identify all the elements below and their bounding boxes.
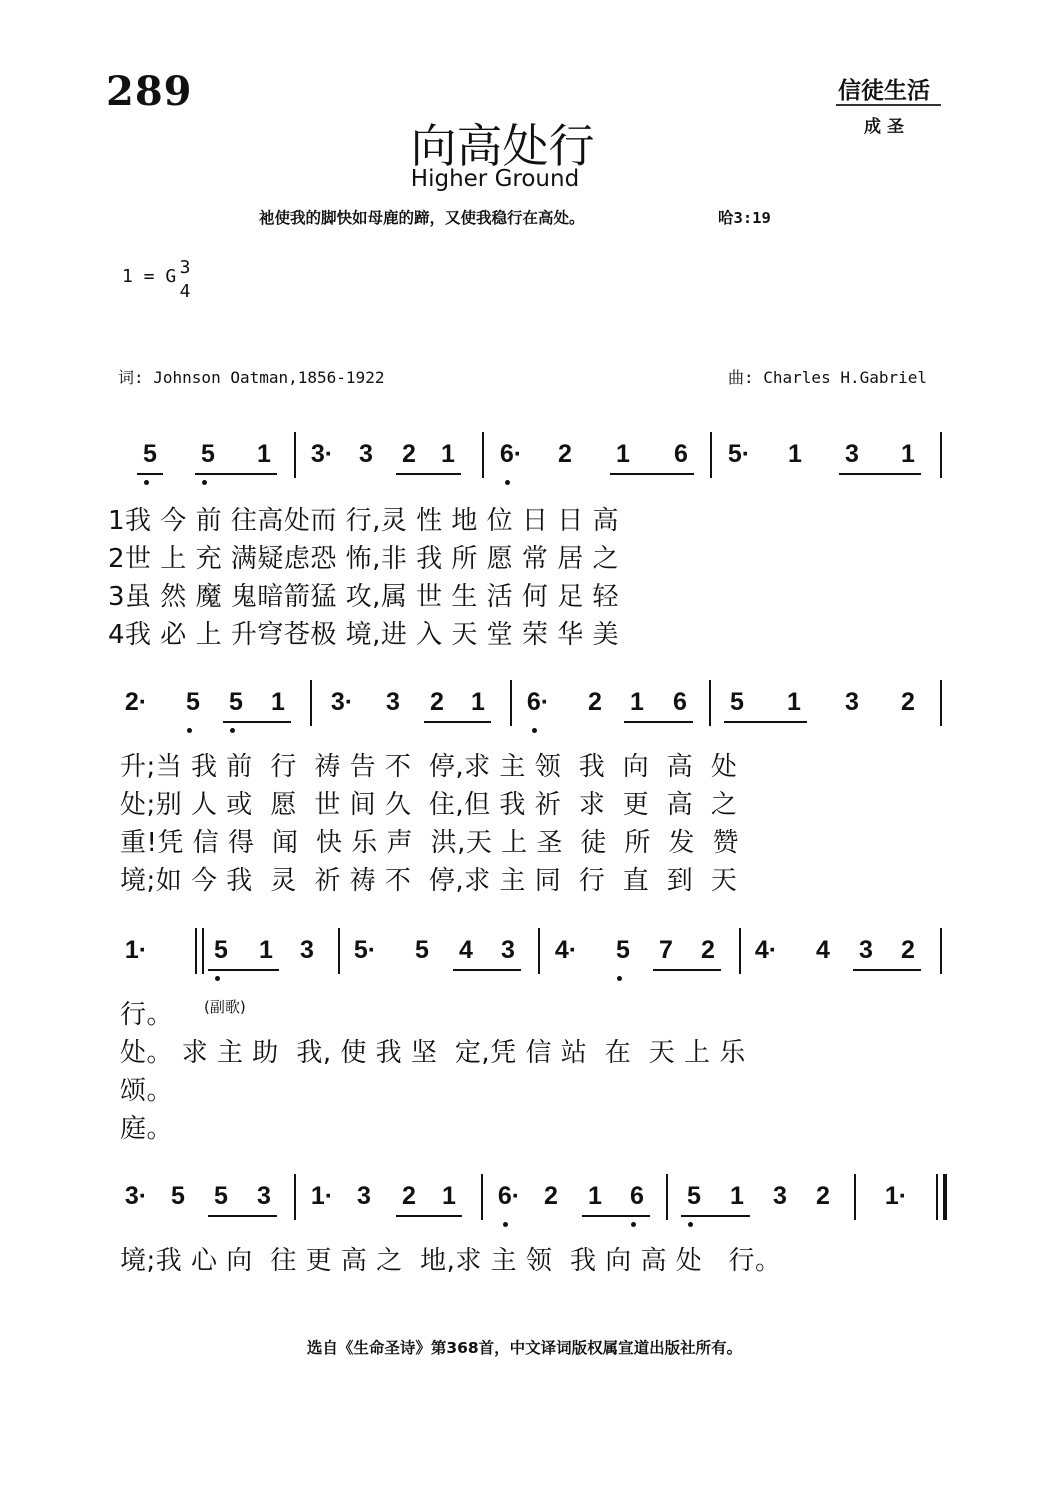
note: 2 [816, 1182, 830, 1210]
lyric-line: 颂。 [120, 1076, 174, 1106]
note: 5 [214, 1182, 228, 1210]
note: 4 [459, 936, 473, 964]
note: 3 [845, 688, 859, 716]
lyric-line: 庭。 [120, 1114, 174, 1144]
lower-octave-dot [532, 728, 537, 733]
hymn-title-chinese: 向高处行 [410, 119, 595, 173]
note: 6· [497, 1182, 521, 1210]
note: 1 [788, 440, 802, 468]
note: 3 [845, 440, 859, 468]
lyric-line: 境;我 心 向 往 更 高 之 地,求 主 领 我 向 高 处 行。 [120, 1246, 782, 1276]
note: 5 [143, 440, 157, 468]
note: 5 [415, 936, 429, 964]
note: 3 [300, 936, 314, 964]
note: 3 [359, 440, 373, 468]
note: 3 [257, 1182, 271, 1210]
lower-octave-dot [202, 480, 207, 485]
beam-underline [839, 473, 921, 475]
barline [940, 680, 942, 726]
lyricist-credit: 词: Johnson Oatman,1856-1922 [118, 368, 385, 387]
beam-underline [724, 721, 807, 723]
note: 1 [441, 440, 455, 468]
note: 6· [499, 440, 523, 468]
note: 3· [124, 1182, 148, 1210]
lyric-line: 2世 上 充 满疑虑恐 怖,非 我 所 愿 常 居 之 [108, 544, 619, 574]
note: 1 [259, 936, 273, 964]
beam-underline [610, 473, 694, 475]
note: 5 [186, 688, 200, 716]
note: 1 [471, 688, 485, 716]
lower-octave-dot [688, 1222, 693, 1227]
note: 6 [674, 440, 688, 468]
note: 2 [544, 1182, 558, 1210]
note: 1· [884, 1182, 908, 1210]
barline [510, 680, 512, 726]
note: 7 [659, 936, 673, 964]
note: 2 [558, 440, 572, 468]
lyric-line: 4我 必 上 升穹苍极 境,进 入 天 堂 荣 华 美 [108, 620, 619, 650]
note: 1 [257, 440, 271, 468]
beam-underline [137, 473, 163, 475]
note: 2· [124, 688, 148, 716]
barline [338, 928, 340, 974]
key-signature: 1 = G [122, 266, 177, 287]
scripture-reference: 哈3:19 [718, 209, 771, 227]
barline [294, 432, 296, 478]
lyric-line: 处;别 人 或 愿 世 间 久 住,但 我 祈 求 更 高 之 [120, 790, 738, 820]
lyric-line: 1我 今 前 往高处而 行,灵 性 地 位 日 日 高 [108, 506, 619, 536]
note: 3 [859, 936, 873, 964]
beam-underline [653, 969, 721, 971]
note: 3· [310, 440, 334, 468]
note: 1 [616, 440, 630, 468]
note: 1 [630, 688, 644, 716]
note: 4· [554, 936, 578, 964]
beam-underline [223, 721, 291, 723]
beam-underline [853, 969, 921, 971]
barline [709, 680, 711, 726]
note: 5 [229, 688, 243, 716]
beam-underline [208, 1215, 277, 1217]
beam-underline [681, 1215, 750, 1217]
note: 2 [402, 440, 416, 468]
beam-underline [195, 473, 277, 475]
lower-octave-dot [505, 480, 510, 485]
lyric-line: 3虽 然 魔 鬼暗箭猛 攻,属 世 生 活 何 足 轻 [108, 582, 619, 612]
note: 3 [773, 1182, 787, 1210]
barline [538, 928, 540, 974]
barline [940, 928, 942, 974]
time-signature [178, 256, 192, 304]
note: 1 [442, 1182, 456, 1210]
note: 2 [588, 688, 602, 716]
lower-octave-dot [144, 480, 149, 485]
lyric-line: 重!凭 信 得 闻 快 乐 声 洪,天 上 圣 徒 所 发 赞 [120, 828, 739, 858]
scripture-verse: 祂使我的脚快如母鹿的蹄，又使我稳行在高处。 [259, 209, 585, 227]
note: 3 [357, 1182, 371, 1210]
barline [854, 1174, 856, 1220]
barline [710, 432, 712, 478]
barline [666, 1174, 668, 1220]
lyric-line: 境;如 今 我 灵 祈 祷 不 停,求 主 同 行 直 到 天 [120, 866, 738, 896]
beam-underline [624, 721, 693, 723]
note: 5· [353, 936, 377, 964]
lyric-line: 处。 求 主 助 我, 使 我 坚 定,凭 信 站 在 天 上 乐 [120, 1038, 746, 1068]
note: 4 [816, 936, 830, 964]
note: 5 [171, 1182, 185, 1210]
note: 2 [901, 688, 915, 716]
note: 2 [901, 936, 915, 964]
barline [202, 928, 204, 974]
note: 1· [310, 1182, 334, 1210]
beam-underline [208, 969, 279, 971]
barline [936, 1174, 938, 1220]
lower-octave-dot [187, 728, 192, 733]
barline [940, 432, 942, 478]
chorus-label: (副歌) [204, 998, 246, 1016]
lower-octave-dot [230, 728, 235, 733]
beam-underline [453, 969, 521, 971]
note: 5 [687, 1182, 701, 1210]
lyric-line: 升;当 我 前 行 祷 告 不 停,求 主 领 我 向 高 处 [120, 752, 738, 782]
time-signature-bottom: 4 [179, 281, 191, 302]
note: 1 [730, 1182, 744, 1210]
note: 3 [501, 936, 515, 964]
note: 6 [673, 688, 687, 716]
time-signature-top: 3 [179, 257, 191, 278]
note: 1 [787, 688, 801, 716]
note: 3 [386, 688, 400, 716]
note: 6 [630, 1182, 644, 1210]
lower-octave-dot [503, 1222, 508, 1227]
note: 1 [271, 688, 285, 716]
note: 1· [124, 936, 148, 964]
note: 1 [588, 1182, 602, 1210]
note: 3· [330, 688, 354, 716]
beam-underline [582, 1215, 650, 1217]
subcategory-label: 成圣 [864, 117, 910, 137]
note: 4· [754, 936, 778, 964]
note: 5 [616, 936, 630, 964]
note: 2 [402, 1182, 416, 1210]
composer-credit: 曲: Charles H.Gabriel [728, 368, 928, 387]
hymn-title-english: Higher Ground [410, 166, 580, 192]
barline [482, 432, 484, 478]
lyric-line: 行。 [120, 1000, 174, 1030]
lower-octave-dot [631, 1222, 636, 1227]
barline [481, 1174, 483, 1220]
category-divider [836, 104, 941, 106]
note: 5 [730, 688, 744, 716]
beam-underline [396, 1215, 462, 1217]
note: 2 [430, 688, 444, 716]
barline [294, 1174, 296, 1220]
note: 1 [901, 440, 915, 468]
lower-octave-dot [617, 976, 622, 981]
note: 5· [727, 440, 751, 468]
barline [195, 928, 197, 974]
category-label: 信徒生活 [838, 77, 930, 104]
copyright-footer: 选自《生命圣诗》第368首，中文译词版权属宣道出版社所有。 [306, 1339, 743, 1357]
note: 5 [214, 936, 228, 964]
note: 5 [201, 440, 215, 468]
note: 6· [526, 688, 550, 716]
barline [739, 928, 741, 974]
hymn-number: 289 [106, 68, 193, 115]
final-barline [943, 1174, 947, 1220]
note: 2 [701, 936, 715, 964]
beam-underline [396, 473, 461, 475]
lower-octave-dot [215, 976, 220, 981]
beam-underline [424, 721, 491, 723]
barline [310, 680, 312, 726]
